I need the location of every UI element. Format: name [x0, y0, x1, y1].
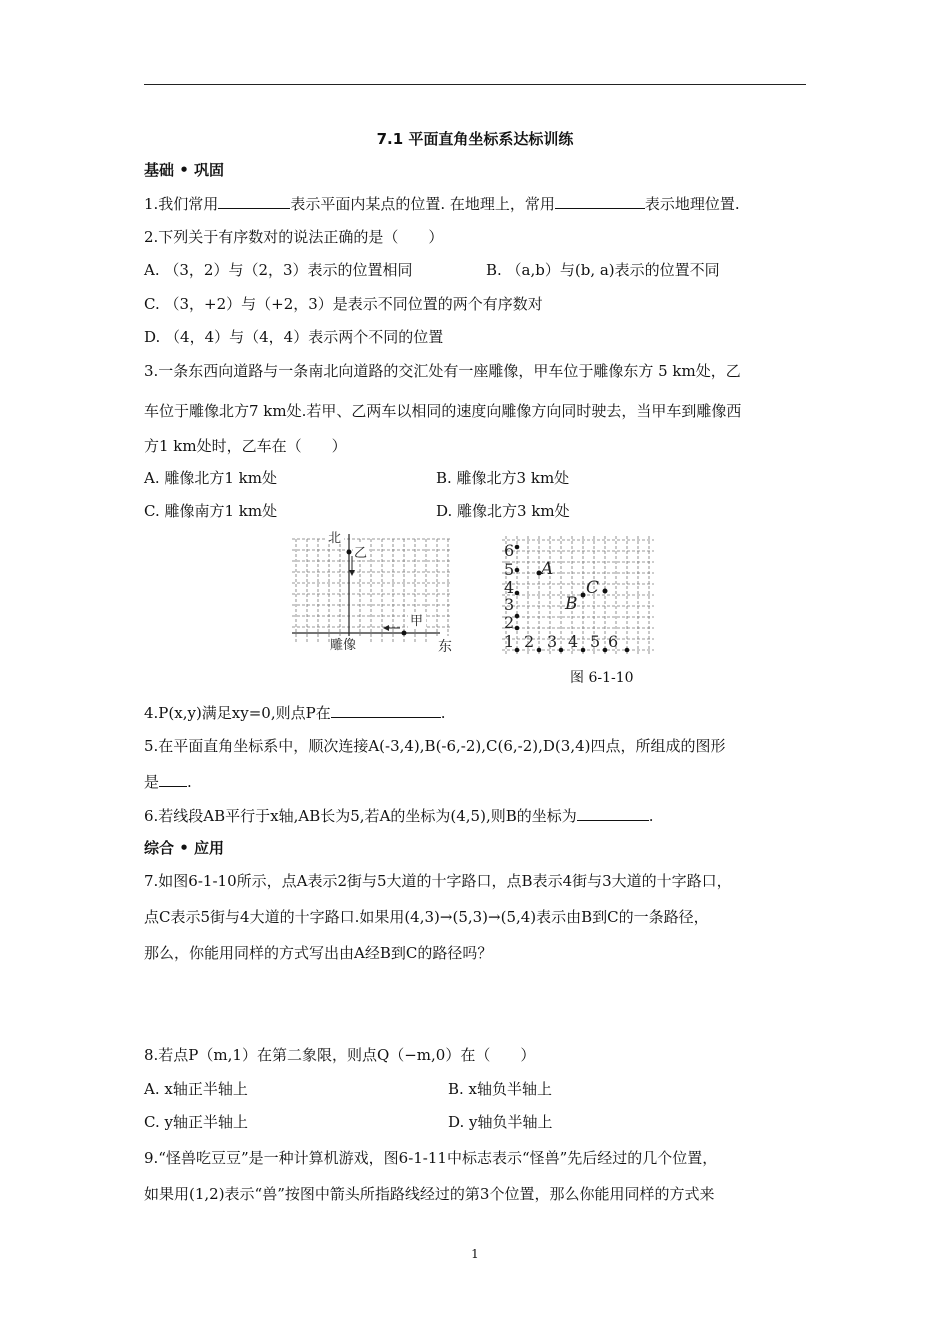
q1-blank-1[interactable] [218, 194, 290, 209]
x-tick-6: 6 [608, 632, 619, 651]
figure-caption: 图 6-1-10 [570, 670, 634, 686]
q6-blank[interactable] [577, 806, 649, 821]
page-title: 7.1 平面直角坐标系达标训练 [376, 130, 574, 148]
q8-option-a: A. x轴正半轴上 [144, 1080, 248, 1098]
q7-line-2: 点C表示5街与4大道的十字路口.如果用(4,3)→(5,3)→(5,4)表示由B到C的一条路径， [144, 908, 709, 926]
car-a-label: 甲 [410, 614, 424, 629]
car-a-point [402, 631, 407, 636]
q9-line-1: 9.“怪兽吃豆豆”是一种计算机游戏，图6-1-11中标志表示“怪兽”先后经过的几个位置， [144, 1149, 718, 1167]
q6-text-a: 6.若线段AB平行于x轴,AB长为5,若A的坐标为(4,5),则B的坐标为 [144, 807, 577, 825]
q3-line-2: 车位于雕像北方7 km处.若甲、乙两车以相同的速度向雕像方向同时驶去，当甲车到雕像西 [144, 402, 742, 420]
x-tick-3: 3 [547, 632, 558, 651]
north-label: 北 [328, 531, 342, 546]
q7-line-3: 那么，你能用同样的方式写出由A经B到C的路径吗？ [144, 944, 493, 962]
figure-statue-map [290, 530, 460, 658]
car-b-point [347, 550, 352, 555]
q3-option-d: D. 雕像北方3 km处 [436, 502, 570, 520]
y-tick-2: 2 [504, 613, 515, 632]
q1-text-a: 1.我们常用 [144, 195, 219, 213]
q5-blank[interactable] [159, 772, 187, 787]
east-label: 东 [438, 639, 452, 655]
x-tick-4: 4 [568, 632, 579, 651]
car-b-label: 乙 [354, 546, 368, 561]
q2-option-c: C. （3，+2）与（+2，3）是表示不同位置的两个有序数对 [144, 295, 543, 313]
y-tick-5: 5 [504, 560, 515, 579]
q2-option-b: B. （a,b）与(b, a)表示的位置不同 [486, 261, 720, 279]
y-tick-1: 1 [504, 632, 515, 651]
point-a-label: A [541, 559, 554, 579]
q3-line-3: 方1 km处时，乙车在（ ） [144, 437, 347, 455]
q1-text-b: 表示平面内某点的位置. 在地理上，常用 [290, 195, 555, 213]
x-tick-2: 2 [524, 632, 535, 651]
q4-text-b: . [440, 704, 446, 722]
q8-option-c: C. y轴正半轴上 [144, 1113, 248, 1131]
q3-option-c: C. 雕像南方1 km处 [144, 502, 278, 520]
section-basic: 基础 • 巩固 [144, 161, 225, 179]
page-number: 1 [471, 1247, 479, 1261]
question-6 [144, 806, 654, 826]
question-4 [144, 703, 446, 723]
q2-option-d: D. （4，4）与（4，4）表示两个不同的位置 [144, 328, 444, 346]
section-applied: 综合 • 应用 [144, 839, 225, 857]
figure-street-grid [498, 530, 660, 658]
q4-text-a: 4.P(x,y)满足xy=0,则点P在 [144, 704, 331, 722]
q3-option-a: A. 雕像北方1 km处 [144, 469, 277, 487]
q5-line-2 [144, 772, 192, 792]
statue-label: 雕像 [330, 638, 357, 653]
point-b-label: B [565, 594, 578, 614]
q3-line-1: 3.一条东西向道路与一条南北向道路的交汇处有一座雕像，甲车位于雕像东方 5 km处，乙 [144, 362, 741, 380]
q8-option-d: D. y轴负半轴上 [448, 1113, 553, 1131]
header-rule [144, 84, 806, 85]
y-tick-4: 4 [504, 578, 515, 597]
car-b-arrowhead [349, 570, 355, 576]
y-tick-6: 6 [504, 541, 515, 560]
q5-line-1: 5.在平面直角坐标系中，顺次连接A(-3,4),B(-6,-2),C(6,-2),D(3,4)四点，所组成的图形 [144, 737, 726, 755]
question-1 [144, 194, 740, 214]
q1-text-c: 表示地理位置. [644, 195, 740, 213]
q2-option-a: A. （3，2）与（2，3）表示的位置相同 [144, 261, 413, 279]
point-c-dot [603, 589, 608, 594]
y-tick-3: 3 [504, 595, 515, 614]
point-b-dot [581, 593, 586, 598]
q5-text-a: 是 [144, 773, 160, 791]
q2-stem: 2.下列关于有序数对的说法正确的是（ ） [144, 228, 444, 246]
q1-blank-2[interactable] [555, 194, 645, 209]
q7-line-1: 7.如图6-1-10所示，点A表示2街与5大道的十字路口，点B表示4街与3大道的十字路口， [144, 872, 732, 890]
q6-text-b: . [648, 807, 654, 825]
q8-stem: 8.若点P（m,1）在第二象限，则点Q（−m,0）在（ ） [144, 1046, 536, 1064]
point-c-label: C [586, 578, 600, 598]
q3-option-b: B. 雕像北方3 km处 [436, 469, 570, 487]
q8-option-b: B. x轴负半轴上 [448, 1080, 553, 1098]
q4-blank[interactable] [331, 703, 441, 718]
q9-line-2: 如果用(1,2)表示“兽”按图中箭头所指路线经过的第3个位置，那么你能用同样的方式来 [144, 1185, 715, 1203]
x-tick-5: 5 [590, 632, 601, 651]
q5-text-b: . [187, 773, 192, 791]
car-a-arrowhead [383, 625, 389, 631]
